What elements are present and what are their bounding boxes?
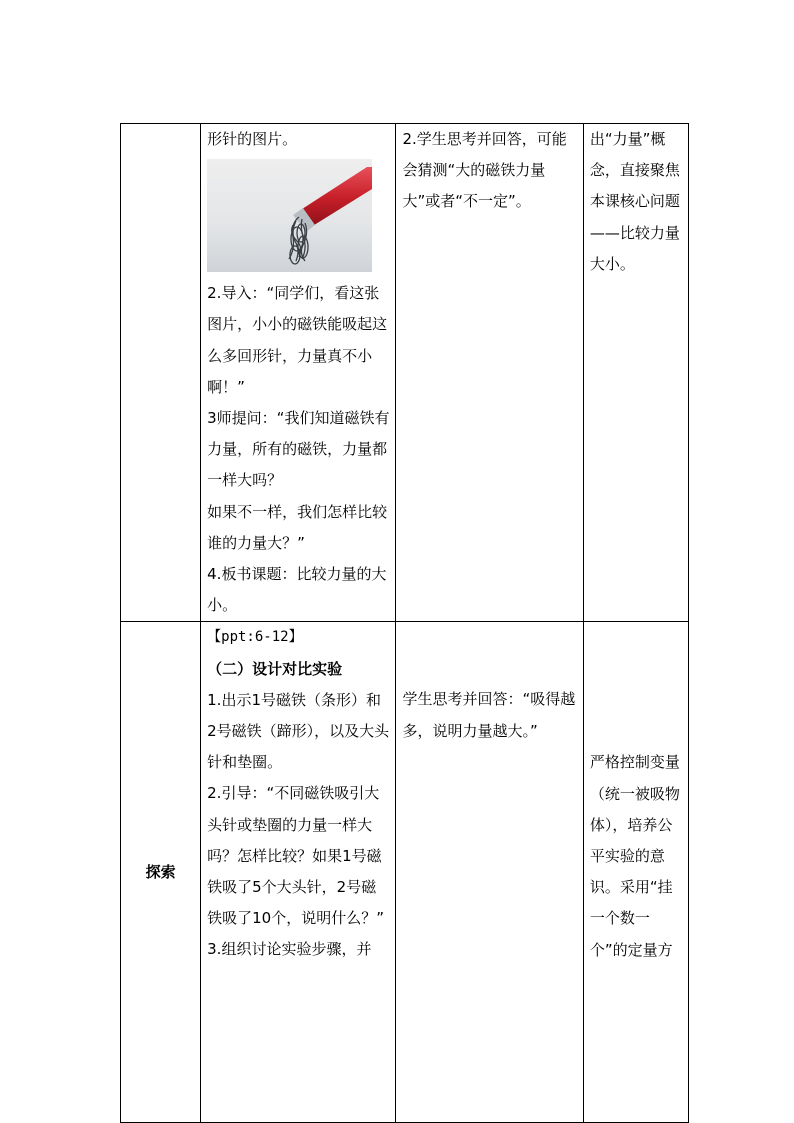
intent-line: 严格控制变量（统一被吸物体），培养公平实验的意识。采用“挂一个数一个”的定量方: [589, 753, 680, 959]
lesson-plan-table: [120, 123, 689, 1123]
teacher-line: 2.导入：“同学们，看这张图片，小小的磁铁能吸起这么多回形针，力量真不小啊！”: [207, 284, 388, 396]
stage-cell: [121, 124, 201, 622]
teacher-activity-cell: [201, 622, 396, 1123]
ppt-ref: 【ppt:6-12】: [207, 629, 303, 646]
teacher-line: 3师提问：“我们知道磁铁有力量，所有的磁铁，力量都一样大吗？: [207, 409, 390, 490]
intent-line: 出“力量”概念，直接聚焦本课核心问题——比较力量大小。: [589, 130, 680, 273]
magnet-with-paperclips-photo: [207, 159, 372, 272]
design-intent-cell: [583, 622, 688, 1123]
design-intent-cell: [583, 124, 688, 622]
student-line: 2.学生思考并回答，可能会猜测“大的磁铁力量大”或者“不一定”。: [402, 130, 567, 211]
teacher-line: 形针的图片。: [207, 130, 298, 148]
student-activity-cell: [396, 124, 583, 622]
teacher-line: 1.出示1号磁铁（条形）和2号磁铁（蹄形），以及大头针和垫圈。: [207, 690, 390, 772]
stage-cell: 探索: [121, 622, 201, 1123]
student-activity-cell: [396, 622, 583, 1123]
table-row: [121, 124, 689, 622]
teacher-line: 2.引导：“不同磁铁吸引大头针或垫圈的力量一样大吗？怎样比较？如果1号磁铁吸了5个大头针，2号磁铁吸了10个，说明什么？”: [207, 784, 384, 928]
teacher-line: 3.组织讨论实验步骤，并: [207, 940, 372, 959]
student-line: 学生思考并回答：“吸得越多，说明力量越大。”: [402, 690, 576, 740]
section-heading: （二）设计对比实验: [207, 659, 343, 678]
teacher-line: 如果不一样，我们怎样比较谁的力量大？”: [207, 502, 388, 552]
table-row: [121, 622, 689, 1123]
teacher-line: 4.板书课题：比较力量的大小。: [207, 565, 387, 615]
teacher-activity-cell: [201, 124, 396, 622]
